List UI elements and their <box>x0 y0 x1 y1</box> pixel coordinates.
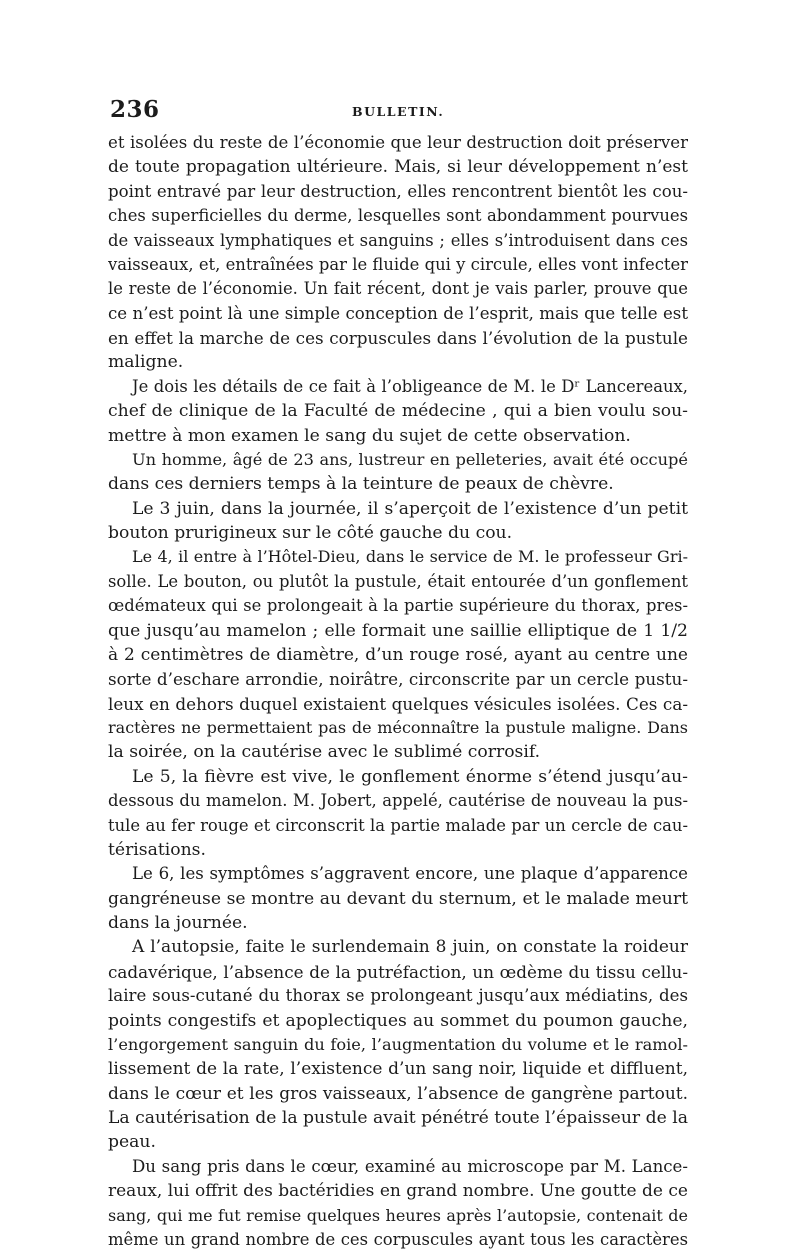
text-line: chef de clinique de la Faculté de médecine , qui a bien voulu sou- <box>108 401 688 422</box>
text-line: œdémateux qui se prolongeait à la partie supérieure du thorax, pres- <box>108 596 688 616</box>
text-line: mettre à mon examen le sang du sujet de cette observation. <box>108 425 631 446</box>
text-line: dessous du mamelon. M. Jobert, appelé, cautérise de nouveau la pus- <box>108 791 688 811</box>
text-line: en effet la marche de ces corpuscules dans l’évolution de la pustule <box>108 328 688 348</box>
text-line: A l’autopsie, faite le surlendemain 8 juin, on constate la roideur <box>132 937 688 958</box>
text-line: que jusqu’au mamelon ; elle formait une saillie elliptique de 1 1/2 <box>108 620 688 641</box>
text-line: Je dois les détails de ce fait à l’obligeance de M. le Dʳ Lancereaux, <box>132 376 688 396</box>
text-line: de vaisseaux lymphatiques et sanguins ; elles s’introduisent dans ces <box>108 230 688 250</box>
text-line: dans ces derniers temps à la teinture de peaux de chèvre. <box>108 474 614 495</box>
text-line: ce n’est point là une simple conception de l’esprit, mais que telle est <box>108 303 688 323</box>
body-text <box>108 131 688 1252</box>
text-line: dans la journée. <box>108 913 248 933</box>
text-line: Le 5, la fièvre est vive, le gonflement énorme s’étend jusqu’au- <box>132 766 688 787</box>
text-line: point entravé par leur destruction, elles rencontrent bientôt les cou- <box>108 181 688 201</box>
text-line: sang, qui me fut remise quelques heures après l’autopsie, contenait de <box>108 1205 688 1225</box>
text-line: points congestifs et apoplectiques au sommet du poumon gauche, <box>108 1010 688 1031</box>
text-line: peau. <box>108 1132 156 1153</box>
text-line: maligne. <box>108 352 184 373</box>
text-line: ractères ne permettaient pas de méconnaître la pustule maligne. Dans <box>108 718 688 737</box>
text-line: de toute propagation ultérieure. Mais, si leur développement n’est <box>108 157 688 178</box>
text-line: reaux, lui offrit des bactéridies en grand nombre. Une goutte de ce <box>108 1181 688 1202</box>
text-line: dans le cœur et les gros vaisseaux, l’absence de gangrène partout. <box>108 1083 688 1104</box>
text-line: Le 6, les symptômes s’aggravent encore, une plaque d’apparence <box>132 864 688 884</box>
text-line: le reste de l’économie. Un fait récent, dont je vais parler, prouve que <box>108 279 688 299</box>
text-line: solle. Le bouton, ou plutôt la pustule, était entourée d’un gonflement <box>108 571 688 591</box>
text-line: Le 4, il entre à l’Hôtel-Dieu, dans le service de M. le professeur Gri- <box>132 547 688 567</box>
text-line: leux en dehors duquel existaient quelques vésicules isolées. Ces ca- <box>108 693 688 714</box>
text-line: bouton prurigineux sur le côté gauche du cou. <box>108 523 513 543</box>
page-number: 236 <box>110 96 160 123</box>
text-line: l’engorgement sanguin du foie, l’augmentation du volume et le ramol- <box>108 1034 688 1054</box>
text-line: vaisseaux, et, entraînées par le fluide qui y circule, elles vont infecter <box>108 254 688 274</box>
text-line: même un grand nombre de ces corpuscules ayant tous les caractères <box>108 1229 688 1249</box>
running-title: BULLETIN. <box>352 104 445 119</box>
text-line: à 2 centimètres de diamètre, d’un rouge rosé, ayant au centre une <box>108 644 688 665</box>
text-line: tule au fer rouge et circonscrit la partie malade par un cercle de cau- <box>108 815 688 835</box>
text-line: cadavérique, l’absence de la putréfaction, un œdème du tissu cellu- <box>108 961 688 982</box>
text-line: lissement de la rate, l’existence d’un sang noir, liquide et diffluent, <box>108 1059 688 1080</box>
text-line: laire sous-cutané du thorax se prolongeant jusqu’aux médiatins, des <box>108 986 688 1006</box>
text-line: ches superficielles du derme, lesquelles sont abondamment pourvues <box>108 206 688 226</box>
text-line: Un homme, âgé de 23 ans, lustreur en pelleteries, avait été occupé <box>132 449 688 469</box>
text-line: la soirée, on la cautérise avec le sublimé corrosif. <box>108 742 541 763</box>
text-line: gangréneuse se montre au devant du sternum, et le malade meurt <box>108 888 688 909</box>
page-header <box>110 96 690 126</box>
text-line: Du sang pris dans le cœur, examiné au microscope par M. Lance- <box>132 1156 688 1176</box>
text-line: Le 3 juin, dans la journée, il s’aperçoit de l’existence d’un petit <box>132 498 688 519</box>
text-line: La cautérisation de la pustule avait pénétré toute l’épaisseur de la <box>108 1108 688 1128</box>
text-line: sorte d’eschare arrondie, noirâtre, circonscrite par un cercle pustu- <box>108 669 688 690</box>
text-line: térisations. <box>108 839 206 860</box>
text-line: et isolées du reste de l’économie que leur destruction doit préserver <box>108 133 688 152</box>
